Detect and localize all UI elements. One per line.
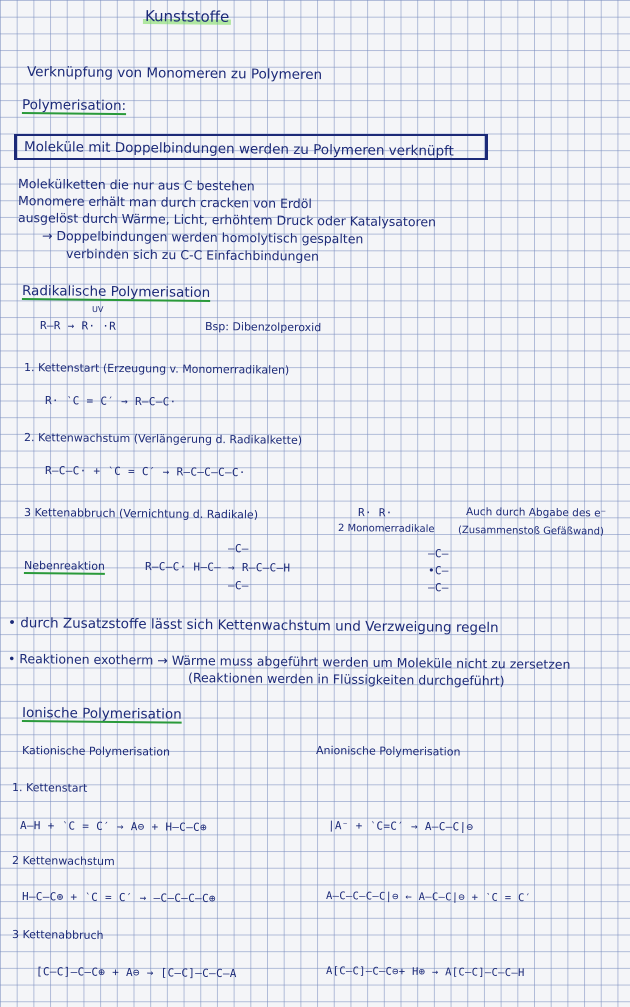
- ionic-step1-anionic: |A⁻ + ‵C=C′ → A–C–C|⊖: [327, 819, 474, 834]
- radical-heading: Radikalische Polymerisation: [21, 283, 211, 301]
- step3-note: 2 Monomerradikale: [337, 523, 435, 536]
- side-reaction-right-bottom: –C–: [427, 581, 449, 595]
- page-title: Kunststoffe: [144, 7, 230, 26]
- side-reaction-top: –C–: [227, 542, 249, 556]
- intro-line: Verknüpfung von Monomeren zu Polymeren: [26, 64, 323, 84]
- anionic-label: Anionische Polymerisation: [315, 744, 461, 759]
- bullet-item: Monomere erhält man durch cracken von Erdöl: [17, 193, 312, 212]
- ionic-step1-label: 1. Kettenstart: [11, 781, 88, 795]
- ionic-step2-anionic: A–C–C–C–C|⊖ ← A–C–C|⊖ + ‵C = C′: [325, 890, 532, 905]
- ionic-heading: Ionische Polymerisation: [21, 705, 182, 723]
- side-reaction-label: Nebenreaktion: [23, 559, 106, 573]
- radical-reaction: R–R → R· ·R: [39, 319, 117, 333]
- step2-label: 2. Kettenwachstum (Verlängerung d. Radikalkette): [23, 431, 303, 447]
- ionic-step3-label: 3 Kettenabbruch: [11, 928, 104, 942]
- example-text: Bsp: Dibenzolperoxid: [204, 320, 322, 335]
- uv-label: UV: [91, 305, 104, 315]
- bullet-item: Molekülketten die nur aus C bestehen: [17, 176, 255, 194]
- step1-label: 1. Kettenstart (Erzeugung v. Monomerradikalen): [23, 361, 290, 377]
- note-liquids: (Reaktionen werden in Flüssigkeiten durchgeführt): [187, 670, 505, 689]
- ionic-step3-cationic: [C–C]–C–C⊕ + A⊖ → [C–C]–C–C–A: [35, 965, 237, 981]
- step3-radicals: R· R·: [357, 506, 393, 520]
- ionic-step2-cationic: H–C–C⊕ + ‵C = C′ → –C–C–C–C⊕: [21, 890, 216, 906]
- note-exotherm: • Reaktionen exotherm → Wärme muss abgeführt werden um Moleküle nicht zu zersetzen: [7, 651, 571, 672]
- side-reaction-right-top: –C–: [427, 547, 449, 561]
- side-reaction-right-mid: •C–: [427, 564, 449, 578]
- step1-equation: R· ‵C = C′ → R–C–C·: [44, 394, 177, 409]
- side-reaction-bottom: –C–: [227, 579, 249, 593]
- definition-text: Moleküle mit Doppelbindungen werden zu Polymeren verknüpft: [23, 139, 454, 160]
- step3-right-note1: Auch durch Abgabe des e⁻: [465, 506, 607, 520]
- bullet-item: → Doppelbindungen werden homolytisch gespalten: [41, 228, 364, 247]
- ionic-step2-label: 2 Kettenwachstum: [11, 854, 115, 869]
- ionic-step1-cationic: A–H + ‵C = C′ → A⊖ + H–C–C⊕: [19, 819, 207, 834]
- bullet-item: verbinden sich zu C-C Einfachbindungen: [65, 246, 320, 264]
- side-reaction-equation: R–C–C· H–C– → R–C–C–H: [144, 560, 291, 575]
- step3-label: 3 Kettenabbruch (Vernichtung d. Radikale): [23, 506, 259, 522]
- polymerisation-heading: Polymerisation:: [21, 97, 127, 115]
- cationic-label: Kationische Polymerisation: [21, 744, 171, 759]
- step2-equation: R–C–C· + ‵C = C′ → R–C–C–C–C·: [44, 464, 246, 480]
- note-additives: • durch Zusatzstoffe lässt sich Kettenwachstum und Verzweigung regeln: [7, 615, 499, 637]
- step3-right-note2: (Zusammenstoß Gefäßwand): [457, 525, 604, 538]
- bullet-item: ausgelöst durch Wärme, Licht, erhöhtem Druck oder Katalysatoren: [17, 210, 437, 230]
- ionic-step3-anionic: A[C–C]–C–C⊖+ H⊕ → A[C–C]–C–C–H: [325, 965, 525, 980]
